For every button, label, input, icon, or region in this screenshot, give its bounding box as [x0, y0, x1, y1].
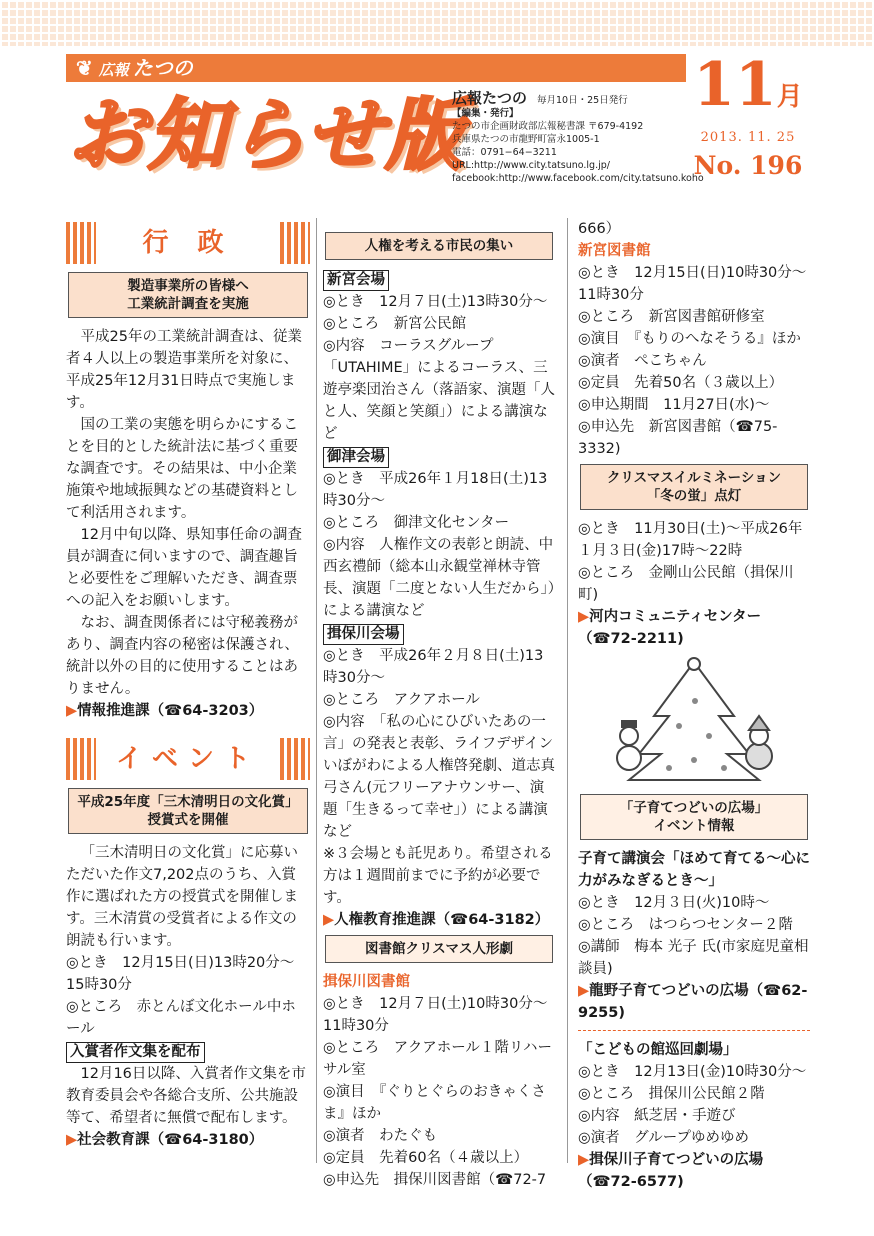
detail-line: ◎ところ はつらつセンター２階: [578, 917, 793, 933]
detail-line: ◎内容 コーラスグループ「UTAHIME」によるコーラス、三遊亭楽団治さん（落語家、演題「人と人、笑顔と笑顔」）による講演など: [323, 338, 555, 442]
issue-number: No. 196: [693, 151, 803, 180]
christmas-tree-icon: [599, 656, 789, 786]
page-title: お知らせ版: [68, 91, 466, 181]
detail-line: ◎とき 平成26年２月８日(土)13時30分〜: [323, 648, 544, 686]
article-title-box: [68, 272, 308, 318]
article-title-box: [580, 464, 808, 510]
note: ※３会場とも託児あり。希望される方は１週間前までに予約が必要です。: [323, 846, 553, 906]
detail-line: ◎演目 『ぐりとぐらのおきゃくさま』ほか: [323, 1084, 546, 1122]
detail-line: ◎ところ アクアホール１階リハーサル室: [323, 1040, 552, 1078]
detail-line: ◎演者 わたぐも: [323, 1128, 438, 1144]
article-title-box: [68, 788, 308, 834]
detail-line: ◎ところ 赤とんぼ文化ホール中ホール: [66, 999, 296, 1037]
contact-text: 情報推進課（☎64-3203）: [77, 703, 264, 719]
brand-bar: [66, 54, 686, 82]
brand-small: 広報: [98, 61, 129, 79]
detail-line: ◎申込先 揖保川図書館（☎72-7: [323, 1172, 547, 1188]
sub-heading: 入賞者作文集を配布: [66, 1042, 205, 1063]
publisher-info: [452, 89, 704, 185]
detail-line: ◎とき 11月30日(土)〜平成26年１月３日(金)17時〜22時: [578, 521, 803, 559]
paragraph: 12月16日以降、入賞者作文集を市教育委員会や各総合支所、公共施設等て、希望者に無償で配布します。: [66, 1066, 306, 1126]
detail-line: ◎とき 12月15日(日)13時20分〜15時30分: [66, 955, 295, 993]
contact-text: 社会教育課（☎64-3180）: [77, 1132, 264, 1148]
brand-name: たつの: [132, 56, 193, 80]
article-title-line: 平成25年度「三木清明日の文化賞」: [77, 794, 299, 810]
article-title-box: [580, 794, 808, 840]
column-divider: [316, 218, 317, 1163]
contact-text: 河内コミュニティセンター（☎72-2211): [578, 609, 762, 647]
detail-line: ◎演目 『もりのへなそうる』ほか: [578, 331, 801, 347]
library-name: 揖保川図書館: [323, 974, 410, 990]
contact-text: 龍野子育てつどいの広場（☎62-9255): [578, 983, 808, 1021]
section-heading-gyosei: 行 政: [66, 222, 310, 264]
article-title-line: 授賞式を開催: [147, 812, 229, 828]
detail-line: ◎申込期間 11月27日(水)〜: [578, 397, 770, 413]
venue-label: 揖保川会場: [323, 624, 404, 645]
detail-line: ◎定員 先着60名（４歳以上）: [323, 1150, 529, 1166]
arrow-icon: ▶: [66, 703, 78, 719]
detail-line: ◎とき 12月７日(土)13時30分〜: [323, 294, 548, 310]
dashed-divider: [578, 1030, 810, 1031]
detail-line: ◎演者 ぺこちゃん: [578, 353, 707, 369]
addr-line: 兵庫県たつの市龍野町富永1005-1: [452, 134, 600, 145]
arrow-icon: ▶: [323, 912, 335, 928]
addr-line: 電話：0791−64−3211: [452, 147, 557, 158]
detail-line: ◎とき 12月13日(金)10時30分〜: [578, 1064, 807, 1080]
article-title-line: 「子育てつどいの広場」: [619, 800, 769, 816]
detail-line: ◎申込先 新宮図書館（☎75-3332): [578, 419, 778, 457]
detail-line: ◎ところ 金剛山公民館（揖保川町): [578, 565, 794, 603]
contact-line: [578, 606, 810, 650]
detail-line: ◎とき 平成26年１月18日(土)13時30分〜: [323, 471, 548, 509]
url-link[interactable]: URL:http://www.city.tatsuno.lg.jp/: [452, 160, 610, 171]
paragraph: なお、調査関係者には守秘義務があり、調査内容の秘密は保護され、統計以外の目的に使用することはありません。: [66, 615, 299, 697]
contact-line: [66, 1129, 310, 1151]
detail-line: ◎内容 人権作文の表彰と朗読、中西玄禮師（総本山永観堂禅林寺管長、演題「二度とない人生だから」）による講演など: [323, 537, 555, 619]
contact-line: [578, 980, 810, 1024]
issue-month: 11: [693, 50, 777, 120]
detail-line: ◎ところ 新宮図書館研修室: [578, 309, 765, 325]
arrow-icon: ▶: [578, 609, 590, 625]
facebook-link[interactable]: facebook:http://www.facebook.com/city.tatsuno.koho: [452, 173, 704, 184]
paragraph: 「三木清明日の文化賞」に応募いただいた作文7,202点のうち、入賞作に選ばれた方の授賞式を開催します。三木清賞の受賞者による作文の朗読も行います。: [66, 845, 298, 949]
issue-month-suffix: 月: [776, 82, 803, 112]
column-3: [578, 218, 810, 1193]
article-title-box: 図書館クリスマス人形劇: [325, 935, 553, 963]
detail-line: ◎定員 先着50名（３歳以上）: [578, 375, 784, 391]
paragraph: 12月中旬以降、県知事任命の調査員が調査に伺いますので、調査趣旨と必要性をご理解いただき、調査票への記入をお願いします。: [66, 527, 302, 609]
detail-line: ◎演者 グループゆめゆめ: [578, 1130, 749, 1146]
article-title-line: 「冬の蛍」点灯: [646, 488, 742, 504]
header-grid-band: [0, 0, 874, 46]
detail-line: 666）: [578, 221, 621, 237]
issue-info: [687, 52, 809, 192]
paragraph: 国の工業の実態を明らかにすることを目的とした統計法に基づく重要な調査です。その結果は、中小企業施策や地域振興などの基礎資料として利活用されます。: [66, 417, 298, 521]
section-heading-event: イベント: [66, 738, 310, 780]
detail-line: ◎とき 12月７日(土)10時30分〜11時30分: [323, 996, 548, 1034]
sub-heading: 「こどもの館巡回劇場」: [578, 1042, 738, 1058]
detail-line: ◎ところ 揖保川公民館２階: [578, 1086, 765, 1102]
sub-heading: 子育て講演会「ほめて育てる〜心に力がみなぎるとき〜」: [578, 851, 810, 889]
arrow-icon: ▶: [578, 983, 590, 999]
contact-text: 人権教育推進課（☎64-3182）: [334, 912, 550, 928]
pub-freq: 毎月10日・25日発行: [537, 95, 628, 106]
article-title-line: 製造事業所の皆様へ: [127, 278, 249, 294]
article-title-line: イベント情報: [653, 818, 735, 834]
edit-label: 【編集・発行】: [452, 108, 519, 119]
logo-icon: ❦: [76, 56, 93, 80]
library-name: 新宮図書館: [578, 243, 651, 259]
detail-line: ◎ところ 新宮公民館: [323, 316, 467, 332]
contact-line: [323, 909, 555, 931]
detail-line: ◎講師 梅本 光子 氏(市家庭児童相談員): [578, 939, 809, 977]
detail-line: ◎ところ 御津文化センター: [323, 515, 510, 531]
detail-line: ◎とき 12月15日(日)10時30分〜11時30分: [578, 265, 807, 303]
venue-label: 新宮会場: [323, 270, 389, 291]
contact-line: [66, 700, 310, 722]
issue-date: 2013. 11. 25: [700, 130, 796, 145]
column-2: [323, 218, 555, 1191]
contact-line: [578, 1149, 810, 1193]
contact-text: 揖保川子育てつどいの広場（☎72-6577): [578, 1152, 764, 1190]
detail-line: ◎内容 紙芝居・手遊び: [578, 1108, 736, 1124]
paragraph: 平成25年の工業統計調査は、従業者４人以上の製造事業所を対象に、平成25年12月31日時点で実施します。: [66, 329, 302, 411]
article-title-line: 工業統計調査を実施: [127, 296, 249, 312]
addr-line: たつの市企画財政部広報秘書課 〒679-4192: [452, 121, 644, 132]
column-1: [66, 218, 310, 1151]
detail-line: ◎とき 12月３日(火)10時〜: [578, 895, 770, 911]
detail-line: ◎内容 「私の心にひびいたあの一言」の発表と表彰、ライフデザインいぼがわによる人権啓発劇、道志真弓さん(元フリーアナウンサー、演題「生きるって幸せ」）による講演など: [323, 714, 555, 840]
detail-line: ◎ところ アクアホール: [323, 692, 480, 708]
article-title-box: 人権を考える市民の集い: [325, 232, 553, 260]
arrow-icon: ▶: [66, 1132, 78, 1148]
venue-label: 御津会場: [323, 447, 389, 468]
column-divider: [567, 218, 568, 1163]
pub-name: 広報たつの: [452, 89, 528, 107]
article-title-line: クリスマスイルミネーション: [606, 470, 782, 486]
arrow-icon: ▶: [578, 1152, 590, 1168]
